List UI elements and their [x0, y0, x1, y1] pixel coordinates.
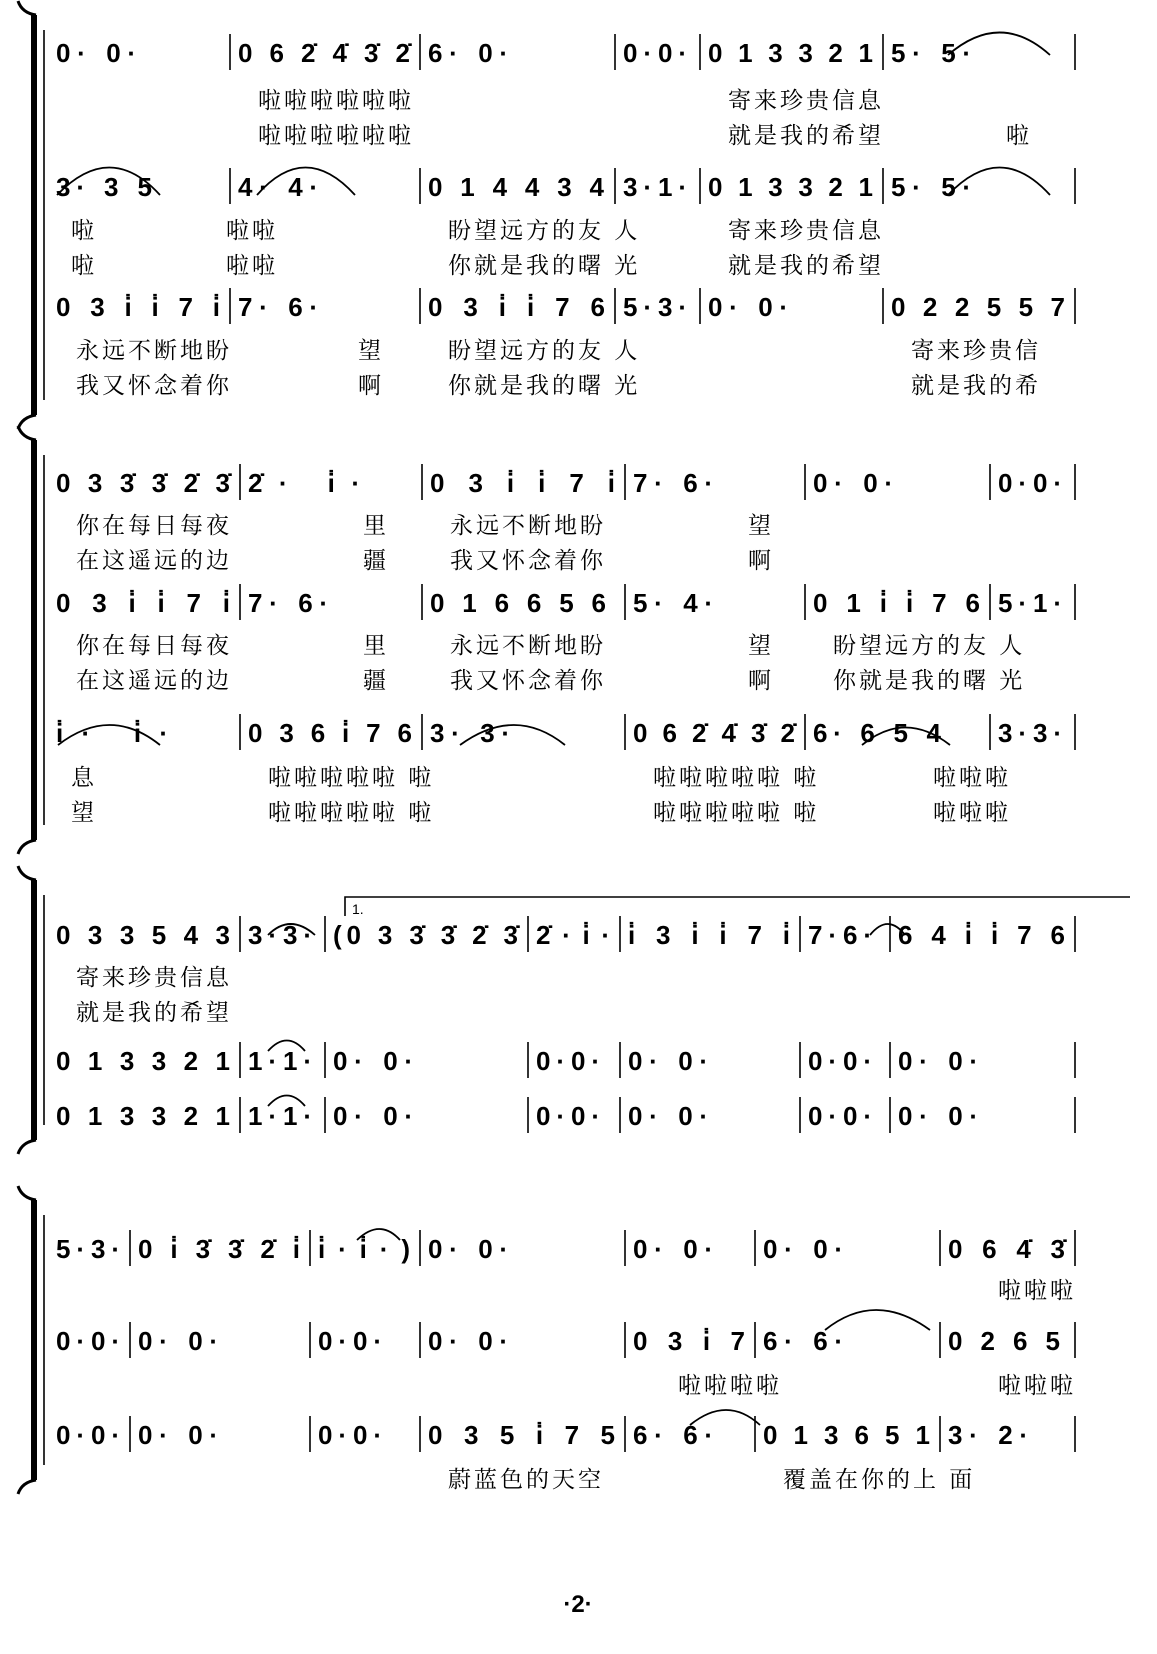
- measure-notes: 6· 6·: [763, 1326, 843, 1356]
- lyric-text: 永远不断地盼: [450, 633, 606, 659]
- measure-notes: 3· 3·: [430, 718, 510, 748]
- measure-notes: 0· 0·: [428, 1326, 508, 1356]
- measure-notes: 0· 0·: [898, 1101, 978, 1131]
- measure-notes: 5· 5·: [891, 38, 971, 68]
- measure-notes: 0· 0·: [333, 1046, 413, 1076]
- measure-notes: i̇ 3 i̇ i̇ 7 i̇: [628, 920, 790, 950]
- lyric-text: 啦: [71, 253, 97, 279]
- measure-notes: 0 2 2 5 5 7: [891, 292, 1065, 322]
- measure-notes: 3· 3 5: [56, 172, 152, 202]
- measure-notes: 7· 6·: [633, 468, 713, 498]
- measure-notes: 0 3 i̇ i̇ 7 i̇: [430, 468, 615, 498]
- measure-notes: 0· 0·: [428, 1234, 508, 1264]
- lyric-text: 啦啦啦啦啦 啦: [653, 765, 820, 791]
- lyric-text: 覆盖在你的上 面: [783, 1467, 976, 1493]
- lyric-text: 我又怀念着你: [450, 548, 606, 574]
- lyric-text: 就是我的希: [911, 373, 1041, 399]
- measure-notes: (0 3 3̇ 3̇ 2̇ 3̇: [333, 920, 518, 950]
- lyric-text: 疆: [363, 548, 389, 574]
- lyric-text: 望: [358, 338, 384, 364]
- measure-notes: 0 1 3 3 2 1: [708, 38, 873, 68]
- measure-notes: i̇·i̇·): [318, 1234, 410, 1264]
- measure-notes: 0 1 3 3 2 1: [708, 172, 873, 202]
- measure-notes: 0· 0·: [628, 1046, 708, 1076]
- system: [18, 1, 1075, 429]
- volta-label: 1.: [352, 901, 364, 917]
- tie-arc: [460, 725, 565, 745]
- measure-notes: 0 1 i̇ i̇ 7 6: [813, 588, 980, 618]
- lyric-text: 寄来珍贵信: [911, 338, 1041, 364]
- measure-notes: 0· 0·: [633, 1234, 713, 1264]
- measure-notes: 0· 0·: [138, 1326, 218, 1356]
- lyric-text: 啦啦啦: [933, 800, 1011, 826]
- measure-notes: 0 3 i̇ 7: [633, 1326, 745, 1356]
- measure-notes: 5· 4·: [633, 588, 713, 618]
- lyric-text: 寄来珍贵信息: [728, 218, 884, 244]
- measure-notes: 6· 6 5 4: [813, 718, 941, 748]
- measure-notes: 0 1 4 4 3 4: [428, 172, 604, 202]
- measure-notes: 5·1·: [998, 588, 1062, 618]
- lyric-text: 在这遥远的边: [76, 548, 232, 574]
- measure-notes: 2̇· i̇·: [248, 468, 360, 498]
- measure-notes: 0·0·: [318, 1420, 382, 1450]
- lyric-text: 蔚蓝色的天空: [448, 1467, 604, 1493]
- lyric-text: 就是我的希望: [76, 1000, 232, 1026]
- system: [18, 1186, 1076, 1494]
- lyric-text: 望: [71, 800, 97, 826]
- tie-arc: [690, 1410, 760, 1425]
- measure-notes: 0· 0·: [56, 38, 136, 68]
- measure-notes: 0 6 2̇ 4̇ 3̇ 2̇: [633, 718, 795, 748]
- lyric-text: 望: [748, 633, 774, 659]
- lyric-text: 啦啦: [226, 253, 278, 279]
- measure-notes: 0 3 i̇ i̇ 7 i̇: [56, 588, 230, 618]
- lyric-text: 盼望远方的友 人: [448, 338, 641, 364]
- measure-notes: 0· 0·: [708, 292, 788, 322]
- lyric-text: 永远不断地盼: [450, 513, 606, 539]
- lyric-text: 你就是我的曙 光: [448, 253, 641, 279]
- lyric-text: 你在每日每夜: [76, 633, 232, 659]
- measure-notes: 6 4 i̇ i̇ 7 6: [898, 920, 1065, 950]
- measure-notes: 2̇·i̇·: [536, 920, 610, 950]
- measure-notes: 5·3·: [56, 1234, 120, 1264]
- measure-notes: 0 3 i̇ i̇ 7 6: [428, 292, 605, 322]
- lyric-text: 啊: [748, 668, 774, 694]
- measure-notes: 0·0·: [536, 1046, 600, 1076]
- lyric-text: 啦啦啦啦啦 啦: [268, 765, 435, 791]
- system: [18, 866, 1075, 1154]
- lyric-text: 你就是我的曙 光: [448, 373, 641, 399]
- measure-notes: 0·0·: [808, 1046, 872, 1076]
- lyric-text: 我又怀念着你: [76, 373, 232, 399]
- measure-notes: 7·6·: [808, 920, 872, 950]
- measure-notes: 0· 0·: [898, 1046, 978, 1076]
- lyric-text: 永远不断地盼: [76, 338, 232, 364]
- volta-bracket: [345, 897, 1130, 916]
- lyric-text: 你在每日每夜: [76, 513, 232, 539]
- lyric-text: 息: [71, 765, 97, 791]
- measure-notes: 6· 0·: [428, 38, 508, 68]
- measure-notes: 3· 2·: [948, 1420, 1028, 1450]
- measure-notes: 0·0·: [536, 1101, 600, 1131]
- measure-notes: 0· 0·: [813, 468, 893, 498]
- lyric-text: 寄来珍贵信息: [76, 965, 232, 991]
- measure-notes: 0· 0·: [763, 1234, 843, 1264]
- measure-notes: 0 6 4̇ 3̇: [948, 1234, 1065, 1264]
- score-systems: [18, 1, 1076, 1494]
- lyric-text: 就是我的希望: [728, 123, 884, 149]
- measure-notes: 0 6 2̇ 4̇ 3̇ 2̇: [238, 38, 410, 68]
- measure-notes: 0 1 3 3 2 1: [56, 1101, 230, 1131]
- lyric-text: 你就是我的曙 光: [833, 668, 1026, 694]
- measure-notes: 0·0·: [56, 1420, 120, 1450]
- lyric-text: 就是我的希望: [728, 253, 884, 279]
- measure-notes: 0 3 5 i̇ 7 5: [428, 1420, 615, 1450]
- lyric-text: 啦啦啦: [998, 1373, 1076, 1399]
- measure-notes: 0 1 3 6 5 1: [763, 1420, 930, 1450]
- lyric-text: 盼望远方的友 人: [448, 218, 641, 244]
- measure-notes: 1·1·: [248, 1046, 312, 1076]
- measure-notes: 0· 0·: [333, 1101, 413, 1131]
- measure-notes: 6· 6·: [633, 1420, 713, 1450]
- lyric-text: 啦啦: [226, 218, 278, 244]
- lyric-text: 里: [363, 633, 389, 659]
- measure-notes: 0 3 3̇ 3̇ 2̇ 3̇: [56, 468, 230, 498]
- measure-notes: 3·3·: [998, 718, 1062, 748]
- measure-notes: 4· 4·: [238, 172, 318, 202]
- measure-notes: 0· 0·: [138, 1420, 218, 1450]
- lyric-text: 啦啦啦啦啦啦: [258, 88, 414, 114]
- measure-notes: 3·3·: [248, 920, 312, 950]
- measure-notes: 0·0·: [318, 1326, 382, 1356]
- measure-notes: 0 1 6 6 5 6: [430, 588, 606, 618]
- lyric-text: 啦: [71, 218, 97, 244]
- lyric-text: 望: [748, 513, 774, 539]
- tie-arc: [257, 168, 355, 196]
- measure-notes: 7· 6·: [248, 588, 328, 618]
- measure-notes: 0·0·: [623, 38, 687, 68]
- lyric-text: 啦: [1006, 123, 1032, 149]
- lyric-text: 啦啦啦啦: [678, 1373, 782, 1399]
- lyric-text: 寄来珍贵信息: [728, 88, 884, 114]
- measure-notes: 0 3 3 5 4 3: [56, 920, 230, 950]
- lyric-text: 啦啦啦: [933, 765, 1011, 791]
- lyric-text: 啦啦啦: [998, 1278, 1076, 1304]
- measure-notes: i̇· i̇·: [56, 718, 168, 748]
- measure-notes: 0 3 6 i̇ 7 6: [248, 718, 412, 748]
- lyric-text: 我又怀念着你: [450, 668, 606, 694]
- lyric-text: 盼望远方的友 人: [833, 633, 1026, 659]
- measure-notes: 3·1·: [623, 172, 687, 202]
- lyric-text: 啦啦啦啦啦 啦: [268, 800, 435, 826]
- measure-notes: 1·1·: [248, 1101, 312, 1131]
- measure-notes: 0 1 3 3 2 1: [56, 1046, 230, 1076]
- lyric-text: 啦啦啦啦啦啦: [258, 123, 414, 149]
- measure-notes: 7· 6·: [238, 292, 318, 322]
- measure-notes: 5· 5·: [891, 172, 971, 202]
- measure-notes: 0· 0·: [628, 1101, 708, 1131]
- measure-notes: 0·0·: [56, 1326, 120, 1356]
- lyric-text: 啊: [748, 548, 774, 574]
- lyric-text: 疆: [363, 668, 389, 694]
- measure-notes: 0 i̇ 3̇ 3̇ 2̇ i̇: [138, 1234, 300, 1264]
- measure-notes: 5·3·: [623, 292, 687, 322]
- measure-notes: 0·0·: [808, 1101, 872, 1131]
- measure-notes: 0·0·: [998, 468, 1062, 498]
- page-number: ·2·: [563, 1591, 593, 1618]
- lyric-text: 在这遥远的边: [76, 668, 232, 694]
- system: [18, 426, 1075, 854]
- measure-notes: 0 3 i̇ i̇ 7 i̇: [56, 292, 220, 322]
- measure-notes: 0 2 6 5: [948, 1326, 1060, 1356]
- lyric-text: 啦啦啦啦啦 啦: [653, 800, 820, 826]
- lyric-text: 里: [363, 513, 389, 539]
- lyric-text: 啊: [358, 373, 384, 399]
